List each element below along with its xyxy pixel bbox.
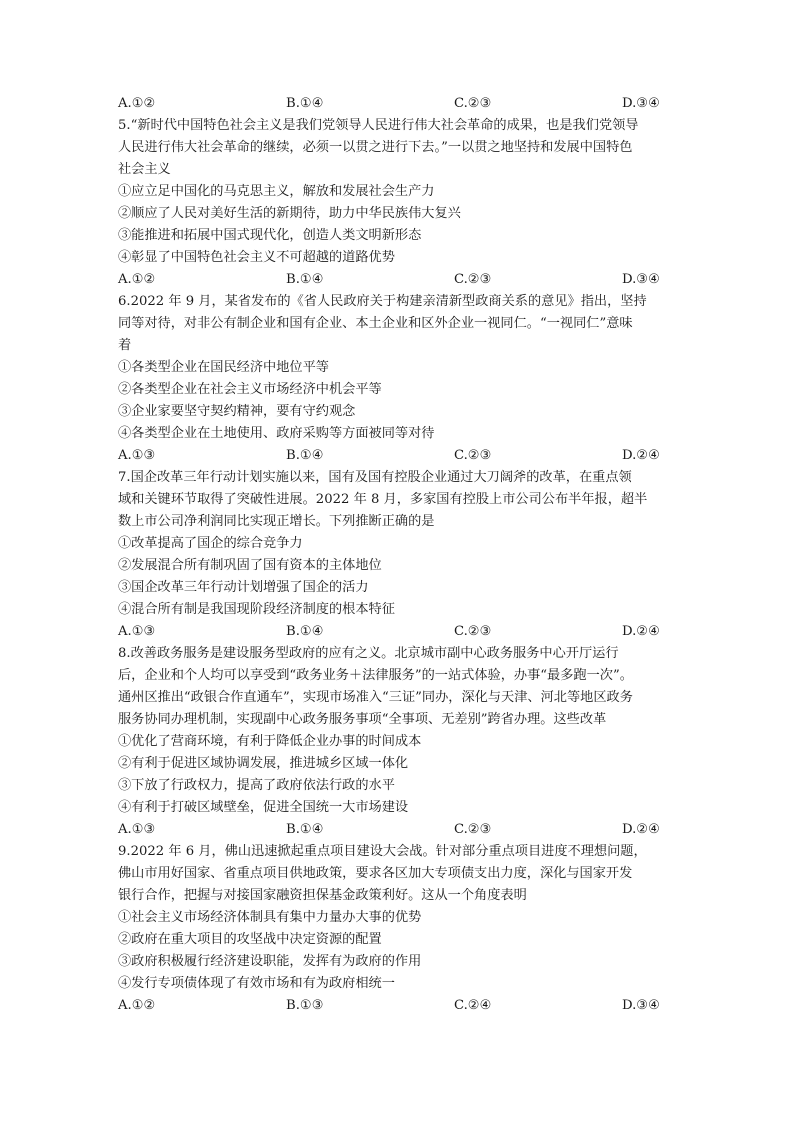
option-c: C.②③ [454, 272, 492, 287]
option-b: B.①④ [286, 822, 324, 837]
option-d: D.③④ [622, 272, 660, 287]
statement-item: ③能推进和拓展中国式现代化，创造人类文明新形态 [118, 228, 422, 243]
option-d: D.②④ [622, 448, 660, 463]
question-stem-line: 5.“新时代中国特色社会主义是我们党领导人民进行伟大社会革命的成果，也是我们党领导 [118, 118, 639, 133]
option-c: C.②③ [454, 96, 492, 111]
question-stem-line: 7.国企改革三年行动计划实施以来，国有及国有控股企业通过大刀阔斧的改革，在重点领 [118, 470, 632, 485]
question-stem-line: 通州区推出“政银合作直通车”，实现市场准入“三证”同办，深化与天津、河北等地区政务 [118, 690, 633, 705]
answer-options [118, 995, 674, 1017]
option-b: B.①③ [286, 998, 324, 1013]
question-stem-line: 6.2022 年 9 月，某省发布的《省人民政府关于构建亲清新型政商关系的意见》指出，坚持 [118, 294, 647, 309]
question-stem-line: 佛山市用好国家、省重点项目供地政策，要求各区加大专项债支出力度，深化与国家开发 [118, 866, 633, 881]
option-d: D.②④ [622, 822, 660, 837]
question-stem-line: 着 [118, 338, 132, 353]
question-stem-line: 社会主义 [118, 162, 171, 177]
answer-options [118, 819, 674, 841]
question-stem-line: 8.改善政务服务是建设服务型政府的应有之义。北京城市副中心政务服务中心开厅运行 [118, 646, 619, 661]
option-c: C.②③ [454, 448, 492, 463]
option-d: D.②④ [622, 624, 660, 639]
option-b: B.①④ [286, 624, 324, 639]
statement-item: ③下放了行政权力，提高了政府依法行政的水平 [118, 778, 395, 793]
statement-item: ①应立足中国化的马克思主义，解放和发展社会生产力 [118, 184, 435, 199]
question-stem-line: 9.2022 年 6 月，佛山迅速掀起重点项目建设大会战。针对部分重点项目进度不理想问题， [118, 844, 647, 859]
question-stem-line: 后，企业和个人均可以享受到“政务业务＋法律服务”的一站式体验，办事“最多跑一次”。 [118, 668, 633, 683]
statement-item: ③国企改革三年行动计划增强了国企的活力 [118, 580, 369, 595]
question-8 [118, 643, 674, 841]
statement-item: ②政府在重大项目的攻坚战中决定资源的配置 [118, 932, 382, 947]
statement-item: ④彰显了中国特色社会主义不可超越的道路优势 [118, 250, 395, 265]
q4-answer-options [118, 93, 674, 115]
answer-options [118, 621, 674, 643]
option-a: A.①③ [118, 822, 156, 837]
statement-item: ④有利于打破区域壁垒，促进全国统一大市场建设 [118, 800, 409, 815]
option-a: A.①③ [118, 448, 156, 463]
statement-item: ④各类型企业在土地使用、政府采购等方面被同等对待 [118, 426, 435, 441]
option-b: B.①④ [286, 96, 324, 111]
question-stem-line: 银行合作，把握与对接国家融资担保基金政策利好。这从一个角度表明 [118, 888, 527, 903]
question-stem-line: 域和关键环节取得了突破性进展。2022 年 8 月，多家国有控股上市公司公布半年报，超半 [118, 492, 648, 507]
option-a: A.①③ [118, 624, 156, 639]
option-b: B.①④ [286, 272, 324, 287]
question-7 [118, 467, 674, 643]
statement-item: ③政府积极履行经济建设职能，发挥有为政府的作用 [118, 954, 422, 969]
option-d: D.③④ [622, 96, 660, 111]
question-9 [118, 841, 674, 1017]
option-a: A.①② [118, 272, 156, 287]
statement-item: ①改革提高了国企的综合竞争力 [118, 536, 303, 551]
question-stem-line: 同等对待，对非公有制企业和国有企业、本土企业和区外企业一视同仁。“一视同仁”意味 [118, 316, 633, 331]
statement-item: ③企业家要坚守契约精神，要有守约观念 [118, 404, 356, 419]
statement-item: ④混合所有制是我国现阶段经济制度的根本特征 [118, 602, 395, 617]
statement-item: ①各类型企业在国民经济中地位平等 [118, 360, 329, 375]
option-b: B.①④ [286, 448, 324, 463]
option-a: A.①② [118, 96, 156, 111]
question-6 [118, 291, 674, 467]
statement-item: ②顺应了人民对美好生活的新期待，助力中华民族伟大复兴 [118, 206, 461, 221]
answer-options [118, 269, 674, 291]
question-stem-line: 数上市公司净利润同比实现正增长。下列推断正确的是 [118, 514, 435, 529]
option-c: C.②③ [454, 624, 492, 639]
option-d: D.③④ [622, 998, 660, 1013]
statement-item: ④发行专项债体现了有效市场和有为政府相统一 [118, 976, 395, 991]
statement-item: ①社会主义市场经济体制具有集中力量办大事的优势 [118, 910, 422, 925]
option-c: C.②③ [454, 822, 492, 837]
statement-item: ②发展混合所有制巩固了国有资本的主体地位 [118, 558, 382, 573]
exam-page [118, 93, 674, 1017]
statement-item: ②有利于促进区域协调发展，推进城乡区域一体化 [118, 756, 409, 771]
question-stem-line: 服务协同办理机制，实现副中心政务服务事项“全事项、无差别”跨省办理。这些改革 [118, 712, 607, 727]
option-a: A.①② [118, 998, 156, 1013]
statement-item: ②各类型企业在社会主义市场经济中机会平等 [118, 382, 382, 397]
question-5 [118, 115, 674, 291]
answer-options [118, 445, 674, 467]
option-c: C.②④ [454, 998, 492, 1013]
question-stem-line: 人民进行伟大社会革命的继续，必须一以贯之进行下去。”一以贯之地坚持和发展中国特色 [118, 140, 633, 155]
statement-item: ①优化了营商环境，有利于降低企业办事的时间成本 [118, 734, 422, 749]
